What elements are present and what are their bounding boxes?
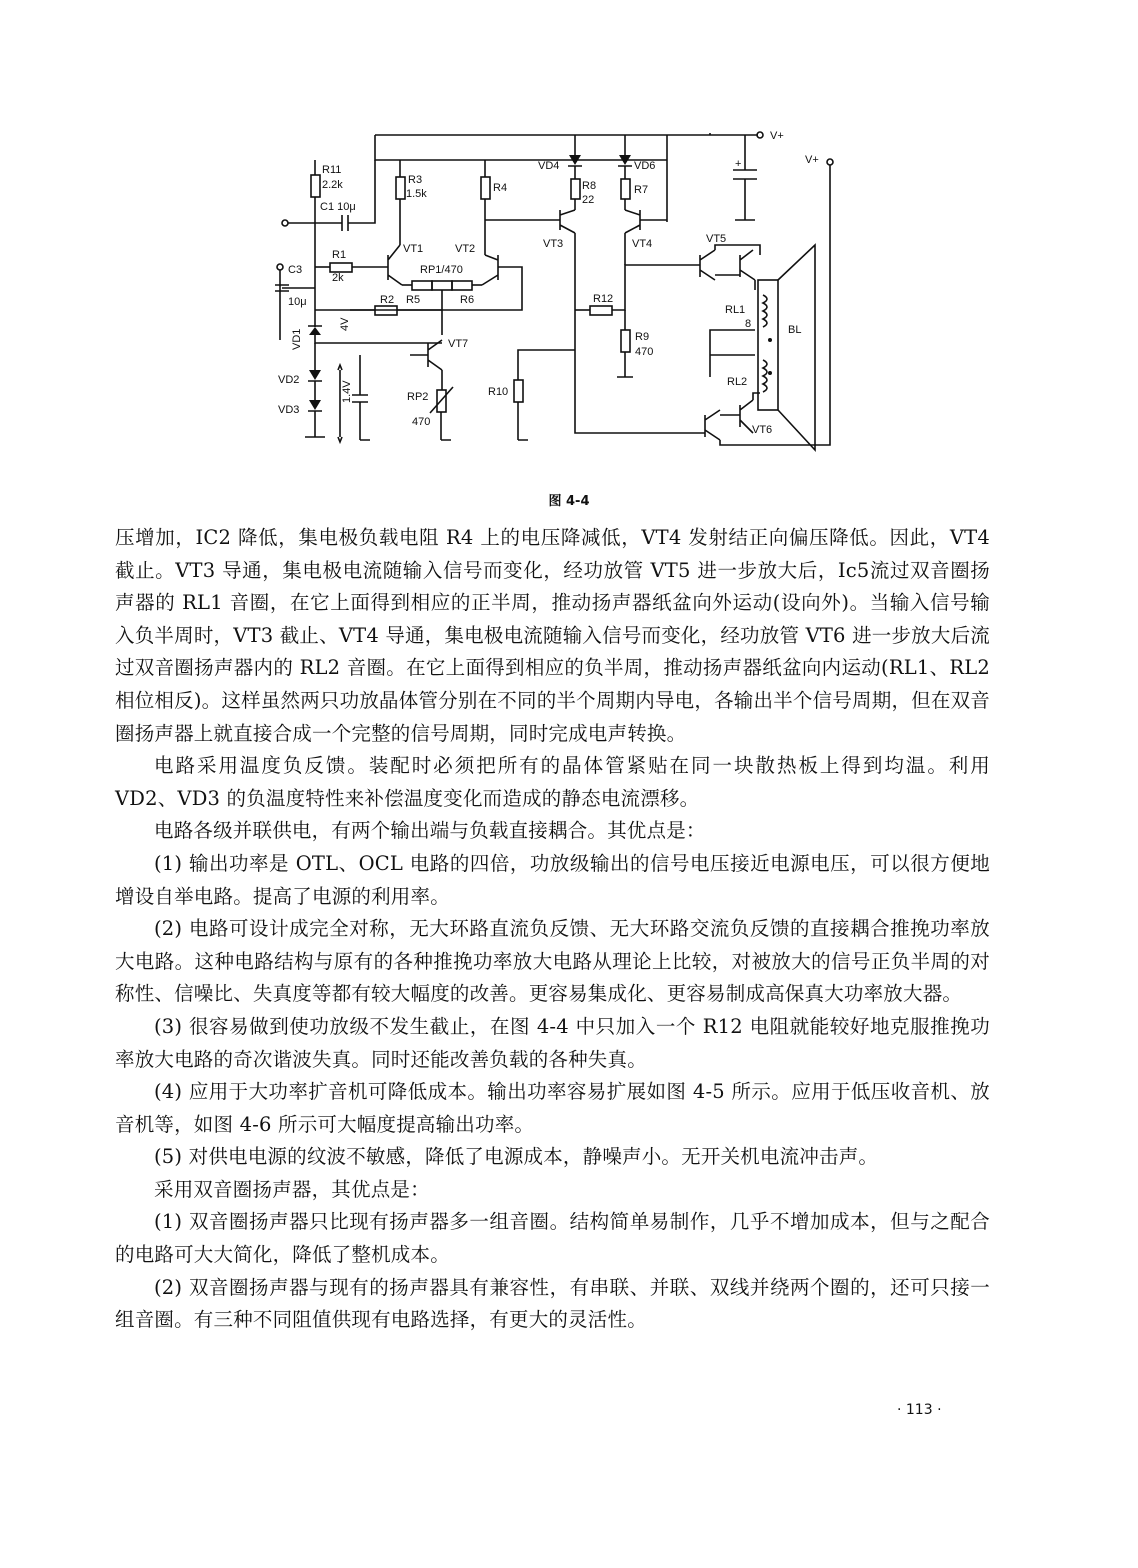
paragraph: (5) 对供电电源的纹波不敏感，降低了电源成本，静噪声小。无开关机电流冲击声。 bbox=[154, 1145, 879, 1169]
label-r9: R9 bbox=[635, 331, 650, 343]
body-text bbox=[115, 522, 990, 1337]
svg-text:+: + bbox=[735, 158, 742, 170]
label-vd1: VD1 bbox=[291, 328, 303, 350]
label-r3: R3 bbox=[408, 174, 423, 186]
label-4v: 4V bbox=[339, 317, 351, 331]
label-r2: R2 bbox=[380, 294, 395, 306]
label-vt5: VT5 bbox=[706, 233, 727, 245]
paragraph: 电路采用温度负反馈。装配时必须把所有的晶体管紧贴在同一块散热板上得到均温。利用 VD2、VD3 的负温度特性来补偿温度变化而造成的静态电流漂移。 bbox=[115, 754, 990, 810]
label-r10: R10 bbox=[488, 386, 509, 398]
diode-vd4 bbox=[568, 135, 582, 210]
label-vd3: VD3 bbox=[278, 404, 300, 416]
paragraph: (2) 电路可设计成完全对称，无大环路直流负反馈、无大环路交流负反馈的直接耦合推挽功率放大电路。这种电路结构与原有的各种推挽功率放大电路从理论上比较，对被放大的信号正负半周的对称性、信噪比、失真度等都有较大幅度的改善。更容易集成化、更容易制成高保真大功率放大器。 bbox=[115, 917, 990, 1006]
bias-capacitor bbox=[352, 355, 368, 440]
label-r7: R7 bbox=[634, 184, 649, 196]
label-vd6: VD6 bbox=[634, 160, 656, 172]
resistor-r10 bbox=[514, 350, 575, 440]
label-vt1: VT1 bbox=[403, 243, 424, 255]
paragraph: 压增加，IC2 降低，集电极负载电阻 R4 上的电压降减低，VT4 发射结正向偏压降低。因此，VT4 截止。VT3 导通，集电极电流随输入信号而变化，经功放管 VT5 进一步放大后，Ic5流过双音圈扬声器的 RL1 音圈，在它上面得到相应的正半周，推动扬声器纸盆向外运动(设向外)。当输入信号输入负半周时，VT3 截止、VT4 导通，集电极电流随输入信号而变化，经功放管 VT6 进一步放大后流过双音圈扬声器内的 RL2 音圈。在它上面得到相应的负半周，推动扬声器纸盆向内运动(RL1、RL2 相位相反)。这样虽然两只功放晶体管分别在不同的半个周期内导电，各输出半个信号周期，但在双音圈扬声器上就直接合成一个完整的信号周期，同时完成电声转换。 bbox=[115, 526, 990, 745]
label-vt4: VT4 bbox=[632, 238, 653, 250]
label-bl: BL bbox=[788, 324, 802, 336]
label-r1: R1 bbox=[332, 249, 347, 261]
supply-capacitor bbox=[733, 135, 757, 220]
label-r4: R4 bbox=[493, 182, 508, 194]
potentiometer-rp1 bbox=[402, 281, 482, 335]
paragraph: (4) 应用于大功率扩音机可降低成本。输出功率容易扩展如图 4-5 所示。应用于低压收音机、放音机等，如图 4-6 所示可大幅度提高输出功率。 bbox=[115, 1080, 990, 1136]
label-r11-value: 2.2k bbox=[322, 179, 343, 191]
label-rl1: RL1 bbox=[725, 304, 746, 316]
label-rp2-value: 470 bbox=[412, 416, 431, 428]
paragraph: 电路各级并联供电，有两个输出端与负载直接耦合。其优点是： bbox=[154, 819, 706, 843]
label-vplus-top: V+ bbox=[770, 130, 784, 142]
resistor-r9 bbox=[617, 310, 633, 377]
resistor-r11 bbox=[311, 160, 320, 320]
label-r1-value: 2k bbox=[332, 272, 344, 284]
paragraph: 采用双音圈扬声器，其优点是： bbox=[154, 1177, 430, 1201]
label-c3-value: 10μ bbox=[288, 296, 307, 308]
label-rl1-value: 8 bbox=[745, 318, 752, 330]
label-1-4v: 1.4V bbox=[341, 380, 353, 403]
transistor-vt5 bbox=[700, 245, 760, 290]
label-r5: R5 bbox=[406, 294, 421, 306]
label-r12: R12 bbox=[593, 293, 614, 305]
resistor-r1 bbox=[315, 263, 388, 272]
diode-vd6 bbox=[618, 135, 632, 210]
paragraph: (2) 双音圈扬声器与现有的扬声器具有兼容性，有串联、并联、双线并绕两个圈的，还可只接一组音圈。有三种不同阻值供现有电路选择，有更大的灵活性。 bbox=[115, 1275, 990, 1332]
label-c1: C1 10μ bbox=[320, 201, 356, 213]
resistor-r3 bbox=[396, 160, 405, 245]
label-vd4: VD4 bbox=[538, 160, 560, 172]
diode-vd3 bbox=[308, 400, 322, 437]
label-vt2: VT2 bbox=[455, 243, 476, 255]
label-rl2: RL2 bbox=[727, 376, 748, 388]
resistor-r12 bbox=[575, 265, 700, 315]
label-r8: R8 bbox=[582, 180, 597, 192]
diode-vd1 bbox=[308, 320, 442, 343]
label-vd2: VD2 bbox=[278, 374, 300, 386]
label-r8-value: 22 bbox=[582, 194, 595, 206]
label-rp2: RP2 bbox=[407, 391, 429, 403]
circuit-schematic-figure bbox=[260, 115, 860, 465]
diode-vd2 bbox=[308, 343, 322, 400]
transistor-vt7 bbox=[410, 340, 442, 390]
paragraph: (3) 很容易做到使功放级不发生截止，在图 4-4 中只加入一个 R12 电阻就能较好地克服推挽功率放大电路的奇次谐波失真。同时还能改善负载的各种失真。 bbox=[115, 1014, 990, 1071]
transistor-vt6 bbox=[705, 393, 760, 445]
label-r11: R11 bbox=[322, 164, 342, 176]
paragraph: (1) 双音圈扬声器只比现有扬声器多一组音圈。结构简单易制作，几乎不增加成本，但与之配合的电路可大大简化，降低了整机成本。 bbox=[115, 1210, 990, 1267]
potentiometer-rp2 bbox=[430, 387, 453, 440]
label-vplus-right: V+ bbox=[805, 154, 819, 166]
label-vt7: VT7 bbox=[448, 338, 469, 350]
label-r9-value: 470 bbox=[635, 346, 654, 358]
label-c3: C3 bbox=[288, 264, 303, 276]
label-rp1: RP1/470 bbox=[420, 264, 463, 276]
label-vt3: VT3 bbox=[543, 238, 564, 250]
paragraph: (1) 输出功率是 OTL、OCL 电路的四倍，功放级输出的信号电压接近电源电压，可以很方便地增设自举电路。提高了电源的利用率。 bbox=[115, 851, 990, 908]
transistor-vt1 bbox=[388, 245, 402, 285]
label-r3-value: 1.5k bbox=[406, 188, 427, 200]
label-r6: R6 bbox=[460, 294, 475, 306]
figure-caption: 图 4-4 bbox=[548, 494, 590, 509]
label-vt6: VT6 bbox=[752, 424, 773, 436]
page-number: · 113 · bbox=[897, 1402, 942, 1418]
